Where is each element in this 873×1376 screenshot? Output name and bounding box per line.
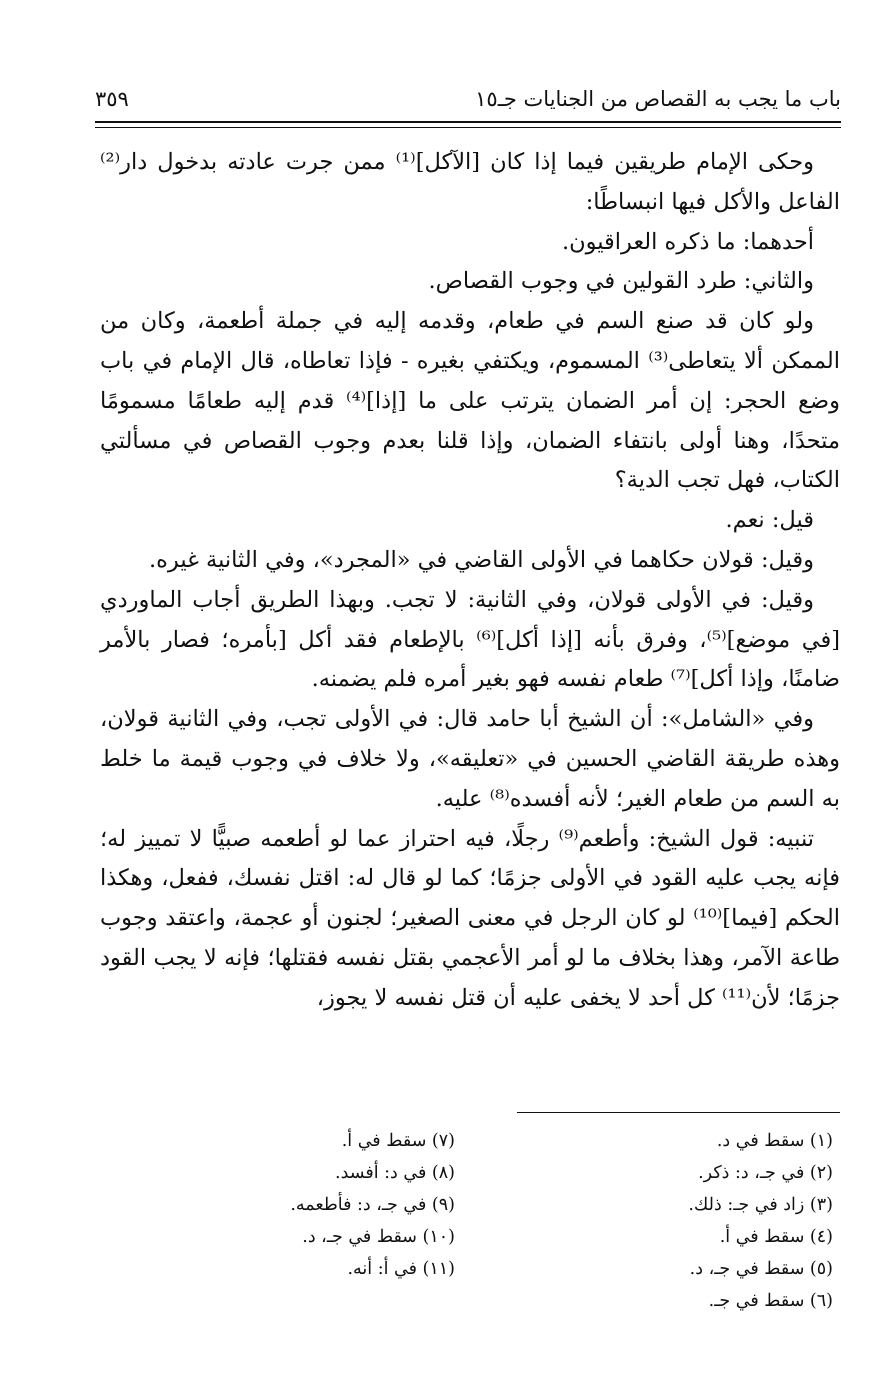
header-rule-thick — [95, 121, 841, 123]
paragraph: قيل: نعم. — [725, 507, 814, 534]
footnote: (٤) سقط في أ. — [719, 1227, 833, 1247]
paragraph: وحكى الإمام طريقين فيما إذا كان [الآكل]⁽¹⁾ ممن جرت عادته بدخول دار⁽²⁾ الفاعل والأكل فيها انبساطًا: — [100, 149, 840, 215]
footnote: (١١) في أ: أنه. — [347, 1259, 455, 1279]
footnote: (١٠) سقط في جـ، د. — [302, 1227, 455, 1247]
footnote: (٩) في جـ، د: فأطعمه. — [290, 1195, 455, 1215]
footnote: (٦) سقط في جـ. — [708, 1291, 833, 1311]
paragraph: وقيل: في الأولى قولان، وفي الثانية: لا تجب. وبهذا الطريق أجاب الماوردي [في موضع]⁽⁵⁾، وفرق بأنه [إذا أكل]⁽⁶⁾ بالإطعام فقد أكل [بأمره؛ فصار بالأمر ضامنًا، وإذا أكل]⁽⁷⁾ طعام نفسه فهو بغير أمره فلم يضمنه. — [100, 586, 840, 693]
footnote: (١) سقط في د. — [716, 1131, 833, 1151]
footnote: (٢) في جـ، د: ذكر. — [698, 1163, 833, 1183]
footnotes-left-column — [235, 1125, 455, 1285]
page-number: ٣٥٩ — [95, 87, 129, 111]
header-title: باب ما يجب به القصاص من الجنايات جـ١٥ — [475, 87, 841, 111]
running-header — [95, 82, 841, 116]
header-rule-thin — [95, 127, 841, 128]
paragraph: تنبيه: قول الشيخ: وأطعم⁽⁹⁾ رجلًا، فيه احتراز عما لو أطعمه صبيًّا لا تمييز له؛ فإنه يجب عليه القود في الأولى جزمًا؛ كما لو قال له: اقتل نفسك، ففعل، وهكذا الحكم [فيما]⁽¹⁰⁾ لو كان الرجل في معنى الصغير؛ لجنون أو عجمة، واعتقد وجوب طاعة الآمر، وهذا بخلاف ما لو أمر الأعجمي بقتل نفسه فقتلها؛ فإنه لا يجب القود جزمًا؛ لأن⁽¹¹⁾ كل أحد لا يخفى عليه أن قتل نفسه لا يجوز، — [100, 825, 840, 1011]
footnotes-right-column — [513, 1125, 833, 1317]
main-text — [100, 143, 840, 1019]
paragraph: والثاني: طرد القولين في وجوب القصاص. — [428, 268, 814, 295]
paragraph: أحدهما: ما ذكره العراقيون. — [561, 228, 814, 255]
footnote: (٨) في د: أفسد. — [335, 1163, 455, 1183]
footnote: (٣) زاد في جـ: ذلك. — [688, 1195, 833, 1215]
paragraph: وقيل: قولان حكاهما في الأولى القاضي في «المجرد»، وفي الثانية غيره. — [148, 546, 814, 573]
paragraph: ولو كان قد صنع السم في طعام، وقدمه إليه في جملة أطعمة، وكان من الممكن ألا يتعاطى⁽³⁾ المسموم، ويكتفي بغيره - فإذا تعاطاه، قال الإمام في باب وضع الحجر: إن أمر الضمان يترتب على ما [إذا]⁽⁴⁾ قدم إليه طعامًا مسمومًا متحدًا، وهنا أولى بانتفاء الضمان، وإذا قلنا بعدم وجوب القصاص في مسألتي الكتاب، فهل تجب الدية؟ — [100, 308, 841, 494]
footnote: (٥) سقط في جـ، د. — [689, 1259, 833, 1279]
footnote: (٧) سقط في أ. — [341, 1131, 455, 1151]
paragraph: وفي «الشامل»: أن الشيخ أبا حامد قال: في الأولى تجب، وفي الثانية قولان، وهذه طريقة القاضي الحسين في «تعليقه»، ولا خلاف في وجوب قيمة ما خلط به السم من طعام الغير؛ لأنه أفسده⁽⁸⁾ عليه. — [100, 706, 840, 812]
footnote-separator — [517, 1112, 840, 1113]
